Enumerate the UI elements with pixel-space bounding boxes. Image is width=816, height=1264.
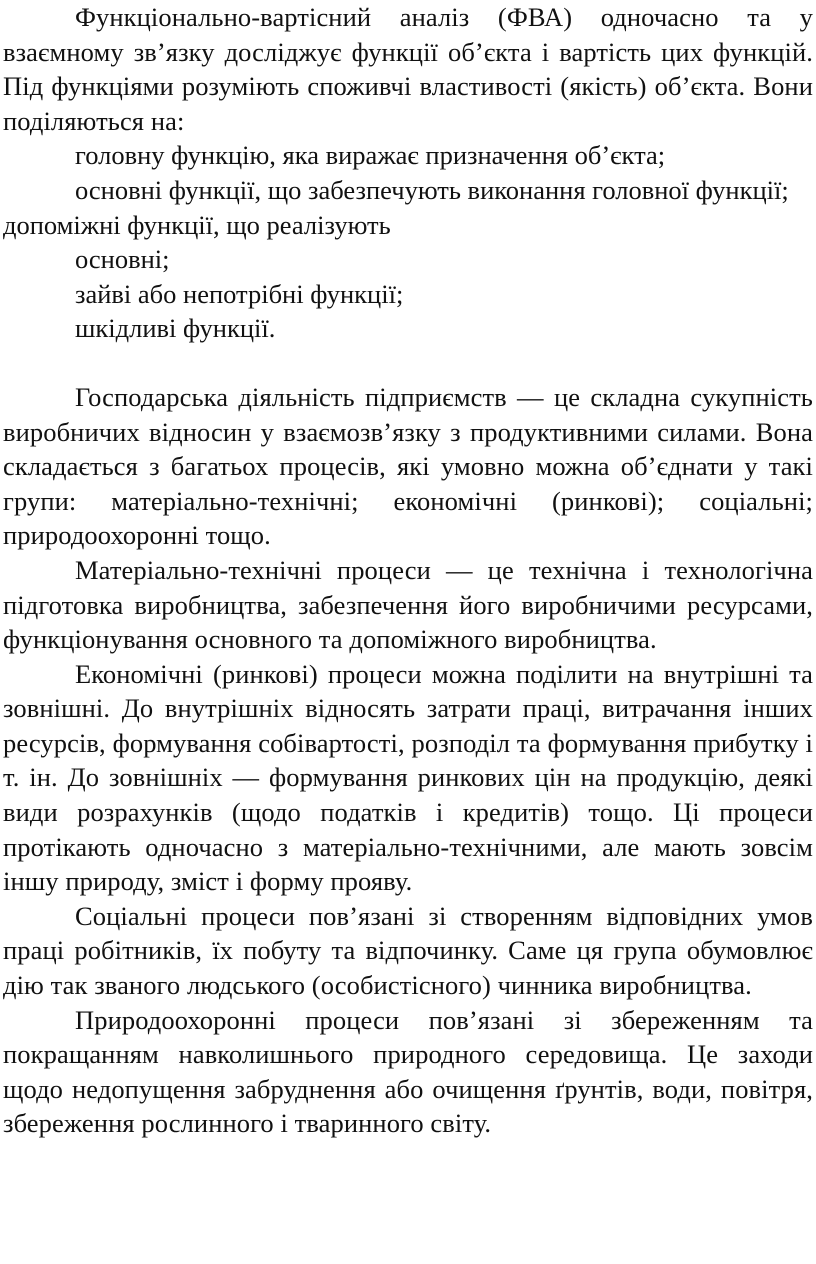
economic-activity-paragraph: Господарська діяльність підприємств — це складна сукупність виробничих відносин у взаємозв’язку з продуктивними силами. Вона складається з багатьох процесів, які умовно можна об’єднати у такі групи: матеріально-технічні; економічні (ринкові); соціальні; природоохоронні тощо.	[3, 381, 813, 551]
list-item-unnecessary-functions: зайві або непотрібні функції;	[75, 278, 404, 309]
document-page	[3, 0, 813, 1141]
fva-intro-paragraph: Функціонально-вартісний аналіз (ФВА) одночасно та у взаємному зв’язку досліджує функції об’єкта і вартість цих функцій. Під функціями розуміють споживчі властивості (якість) об’єкта. Вони поділяються на:	[3, 2, 813, 136]
environmental-processes-paragraph: Природоохоронні процеси пов’язані зі збереженням та покращанням навколишнього природного середовища. Це заходи щодо недопущення забруднення або очищення ґрунтів, води, повітря, збереження рослинного і тваринного світу.	[3, 1004, 813, 1139]
list-item-basic: основні;	[75, 244, 170, 275]
list-item-basic-auxiliary-functions: основні функції, що забезпечують виконання головної функції; допоміжні функції, що реалізують	[3, 174, 789, 240]
economic-processes-paragraph: Економічні (ринкові) процеси можна поділити на внутрішні та зовнішні. До внутрішніх відносять затрати праці, витрачання інших ресурсів, формування собівартості, розподіл та формування прибутку і т. ін. До зовнішніх — формування ринкових цін на продукцію, деякі види розрахунків (щодо податків і кредитів) тощо. Ці процеси протікають одночасно з матеріально-технічними, але мають зовсім іншу природу, зміст і форму прояву.	[3, 658, 813, 897]
list-item-main-function: головну функцію, яка виражає призначення об’єкта;	[75, 140, 666, 171]
list-item-harmful-functions: шкідливі функції.	[75, 313, 276, 344]
social-processes-paragraph: Соціальні процеси пов’язані зі створенням відповідних умов праці робітників, їх побуту та відпочинку. Саме ця група обумовлює дію так званого людського (особистісного) чинника виробництва.	[3, 900, 813, 1001]
section-gap	[3, 346, 813, 380]
material-technical-paragraph: Матеріально-технічні процеси — це технічна і технологічна підготовка виробництва, забезпечення його виробничими ресурсами, функціонування основного та допоміжного виробництва.	[3, 554, 813, 655]
